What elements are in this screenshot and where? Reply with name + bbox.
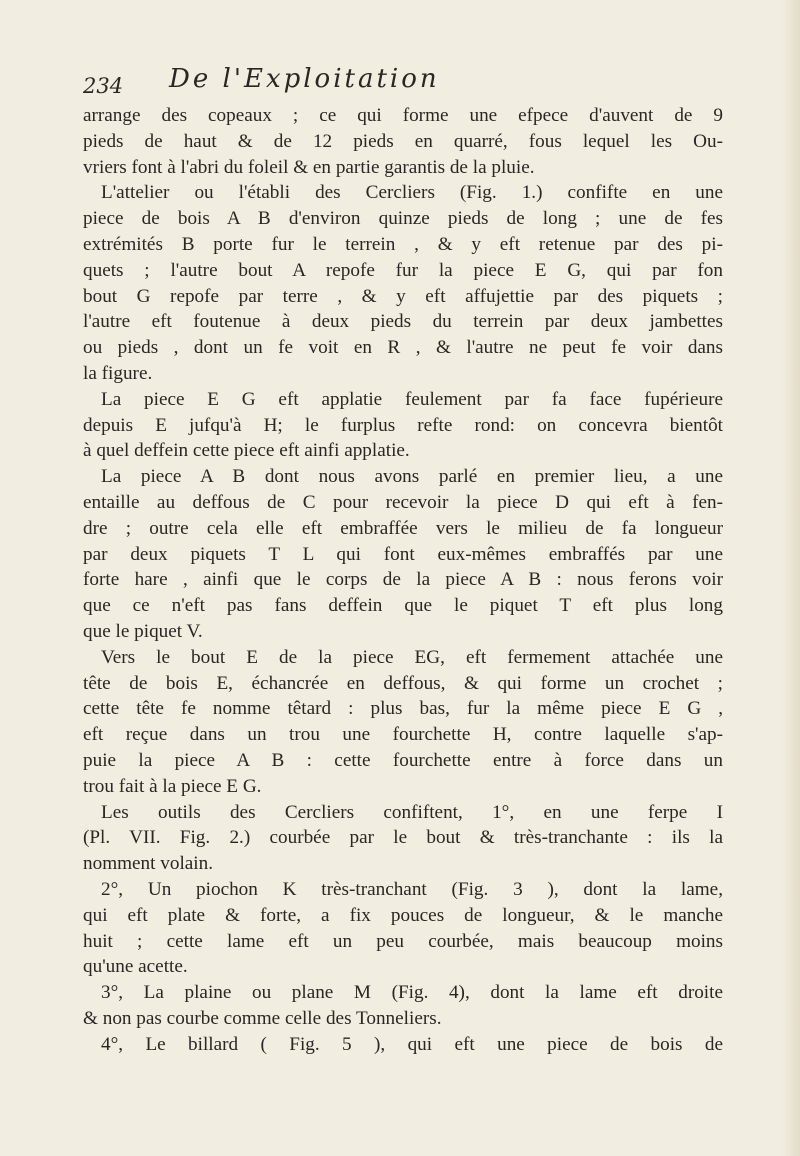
body-text xyxy=(83,103,723,1057)
text-line: entaille au deffous de C pour recevoir la piece D qui eft à fen- xyxy=(83,491,723,513)
text-line: Les outils des Cercliers confiftent, 1°, en une ferpe I xyxy=(101,801,723,823)
text-line: depuis E jufqu'à H; le furplus refte rond: on concevra bientôt xyxy=(83,414,723,436)
page-edge-shadow xyxy=(782,0,800,1156)
text-line: forte hare , ainfi que le corps de la piece A B : nous ferons voir xyxy=(83,569,723,591)
text-line: nomment volain. xyxy=(83,853,214,875)
text-line: La piece E G eft applatie feulement par fa face fupérieure xyxy=(101,388,723,410)
text-line: L'attelier ou l'établi des Cercliers (Fig. 1.) confifte en une xyxy=(101,182,723,204)
text-line: trou fait à la piece E G. xyxy=(83,775,262,797)
text-line: bout G repofe par terre , & y eft affujettie par des piquets ; xyxy=(83,285,723,307)
text-line: qu'une acette. xyxy=(83,956,188,978)
text-line: qui eft plate & forte, a fix pouces de longueur, & le manche xyxy=(83,904,723,926)
text-line: ou pieds , dont un fe voit en R , & l'autre ne peut fe voir dans xyxy=(83,337,723,359)
text-line: tête de bois E, échancrée en deffous, & qui forme un crochet ; xyxy=(83,672,723,694)
text-line: que le piquet V. xyxy=(83,620,203,642)
text-line: quets ; l'autre bout A repofe fur la piece E G, qui par fon xyxy=(83,259,723,281)
text-line: eft reçue dans un trou une fourchette H, contre laquelle s'ap- xyxy=(83,724,723,746)
running-head: De l'Exploitation xyxy=(169,64,440,94)
text-line: (Pl. VII. Fig. 2.) courbée par le bout & très-tranchante : ils la xyxy=(83,827,723,849)
text-line: puie la piece A B : cette fourchette entre à force dans un xyxy=(83,749,723,771)
text-line: La piece A B dont nous avons parlé en premier lieu, a une xyxy=(101,466,723,488)
page-header xyxy=(83,62,723,102)
text-line: cette tête fe nomme têtard : plus bas, fur la même piece E G , xyxy=(83,698,723,720)
text-line: Vers le bout E de la piece EG, eft fermement attachée une xyxy=(101,646,723,668)
text-line: 2°, Un piochon K très-tranchant (Fig. 3 ), dont la lame, xyxy=(101,878,723,900)
text-line: extrémités B porte fur le terrein , & y eft retenue par des pi- xyxy=(83,233,723,255)
text-line: 4°, Le billard ( Fig. 5 ), qui eft une piece de bois de xyxy=(101,1033,723,1055)
text-line: par deux piquets T L qui font eux-mêmes embraffés par une xyxy=(83,543,723,565)
text-line: 3°, La plaine ou plane M (Fig. 4), dont la lame eft droite xyxy=(101,982,723,1004)
text-line: l'autre eft foutenue à deux pieds du terrein par deux jambettes xyxy=(83,311,723,333)
text-line: vriers font à l'abri du foleil & en partie garantis de la pluie. xyxy=(83,156,535,178)
text-line: la figure. xyxy=(83,362,153,384)
text-line: dre ; outre cela elle eft embraffée vers le milieu de fa longueur xyxy=(83,517,723,539)
text-line: à quel deffein cette piece eft ainfi applatie. xyxy=(83,440,410,462)
text-line: & non pas courbe comme celle des Tonneliers. xyxy=(83,1007,442,1029)
text-line: piece de bois A B d'environ quinze pieds de long ; une de fes xyxy=(83,208,723,230)
text-line: pieds de haut & de 12 pieds en quarré, fous lequel les Ou- xyxy=(83,130,723,152)
page-number: 234 xyxy=(83,74,124,98)
text-line: que ce n'eft pas fans deffein que le piquet T eft plus long xyxy=(83,595,723,617)
text-line: huit ; cette lame eft un peu courbée, mais beaucoup moins xyxy=(83,930,723,952)
text-line: arrange des copeaux ; ce qui forme une efpece d'auvent de 9 xyxy=(83,105,723,126)
